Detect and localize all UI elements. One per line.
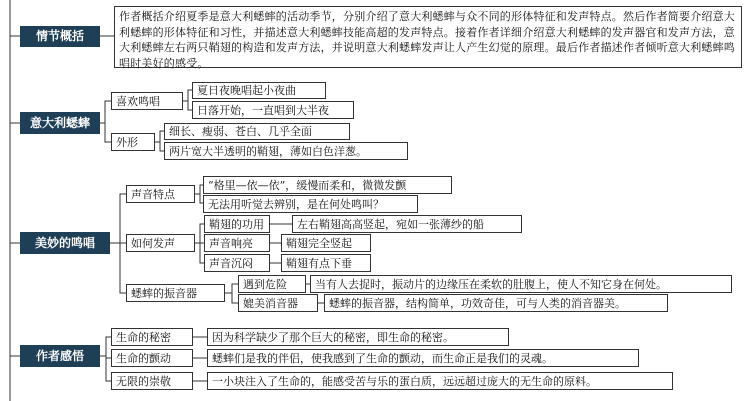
node-wing-function: 鞘翅的功用 [204,215,270,233]
leaf-crickets-companions: 蟋蟀们是我的伴侣，使我感到了生命的颤动，而生命正是我们的灵魂。 [207,349,639,367]
node-sound-features: 声音特点 [126,185,195,203]
b2b-connector [155,131,164,151]
summary-paragraph: 作者概括介绍夏季是意大利蟋蟀的活动季节，分别介绍了意大利蟋蟀与众不同的形体特征和发声特点。然后作者简要介绍意大利蟋蟀的形体特征和习性，并描述意大利蟋蟀技能高超的发声特点。接着作者详细介绍意大利蟋蟀的发声器官和发声方法，意大利蟋蟀左右两只鞘翅的构造和发声方法，并说明意大利蟋蟀发声让人产生幻觉的原理。最后作者描述作者倾听意大利蟋蟀鸣唱时美好的感受。 [114,6,742,68]
leaf-wings-raised-sail: 左右鞘翅高高竖起，宛如一张薄纱的船 [292,215,522,233]
node-tremor-of-life: 生命的颤动 [111,349,193,367]
leaf-cannot-locate: 无法用听觉去辨别，是在何处鸣叫？ [203,195,418,213]
r3-connector [110,194,126,293]
leaf-hide-when-caught: 当有人去捉时，振动片的边缘压在柔软的肚腹上，使人不知它身在何处。 [310,275,732,293]
node-appearance: 外形 [111,133,155,151]
root-node-italian-cricket: 意大利蟋蟀 [20,112,100,134]
r2-connector [100,101,111,142]
node-infinite-reverence: 无限的崇敬 [111,372,193,390]
leaf-science-lacks-secret: 因为科学缺少了那个巨大的秘密，即生命的秘密。 [207,328,509,346]
node-secret-of-life: 生命的秘密 [111,328,193,346]
leaf-wings-lowered: 鞘翅有点下垂 [281,254,371,272]
b3b-connector [195,224,204,263]
node-muffled-sound: 声音沉闷 [204,254,270,272]
leaf-gree-ee-ee: “格里—依—依”，缓慢而柔和，微微发颤 [203,176,452,194]
leaf-summer-night-serenade: 夏日夜晚唱起小夜曲 [192,82,326,99]
leaf-wings-fully-raised: 鞘翅完全竖起 [281,234,371,252]
leaf-translucent-wings: 两片宽大半透明的鞘翅，薄如白色洋葱。 [164,142,408,160]
b3c-connector [225,284,238,303]
node-rival-silencer: 媲美消音器 [238,294,318,312]
node-how-sound-made: 如何发声 [126,234,195,252]
node-loud-sound: 声音响亮 [204,234,270,252]
root-node-plot-summary: 情节概括 [20,26,100,47]
leaf-sings-from-sunset: 日落开始，一直唱到大半夜 [192,101,354,119]
node-vibrator-organ: 蟋蟀的振音器 [126,284,225,302]
root-node-wonderful-song: 美妙的鸣唱 [20,232,110,254]
leaf-slender-pale: 细长、瘦弱、苍白、几乎全面 [164,123,350,140]
b3a-connector [195,185,203,203]
b2a-connector [183,90,192,110]
r4-connector [100,337,111,381]
node-likes-singing: 喜欢鸣唱 [111,92,183,110]
root-node-author-reflection: 作者感悟 [20,345,100,367]
leaf-simple-efficient: 蟋蟀的振音器，结构简单，功效奇佳，可与人类的消音器美。 [324,294,668,312]
node-in-danger: 遇到危险 [238,275,306,293]
leaf-living-protein: 一小块注入了生命的，能感受苦与乐的蛋白质，远远超过庞大的无生命的原料。 [207,372,673,390]
